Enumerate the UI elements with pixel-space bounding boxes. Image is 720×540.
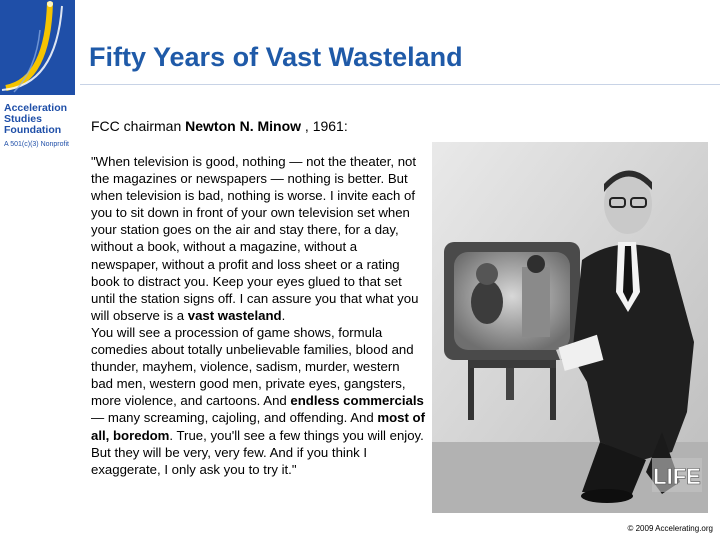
quote-text: . True, you'll see a few things you will enjoy. But they will be very, very few. And if you think I exaggerate, I only ask you to try it." (91, 427, 424, 477)
quote-emphasis: vast wasteland (187, 307, 282, 323)
quote-emphasis: endless commercials (290, 393, 424, 409)
sidebar (0, 0, 80, 540)
quote-paragraph-2 (91, 324, 425, 478)
org-name-line: Studies (4, 113, 42, 125)
slide-title: Fifty Years of Vast Wasteland (89, 42, 463, 72)
logo-arc-icon (0, 0, 75, 95)
quote-block (91, 153, 425, 478)
intro-line (91, 118, 348, 134)
quote-text: — many screaming, cajoling, and offending. And (91, 410, 378, 426)
quote-text: . (281, 307, 286, 323)
quote-emphasis: most of all, boredom (91, 410, 426, 443)
photo-illustration (432, 142, 708, 513)
life-watermark: LIFE (653, 464, 701, 489)
minow-photo (432, 142, 708, 513)
speaker-name: Newton N. Minow (185, 118, 302, 134)
copyright-footer: © 2009 Accelerating.org (627, 524, 713, 533)
org-name-line: Acceleration (4, 102, 68, 114)
quote-text: "When television is good, nothing — not the theater, not the magazines or newspapers — nothing is better. But when television is bad, nothing is worse. I invite each of you to sit down in front of your own television set when your station goes on the air and stay there, for a day, without a book, without a magazine, without a newspaper, without a profit and loss sheet or a rating book to distract you. Keep your eyes glued to that set until the station signs off. I can assure you that what you will observe is a (91, 154, 419, 323)
org-subtitle: A 501(c)(3) Nonprofit (4, 141, 69, 148)
intro-prefix: FCC chairman (91, 118, 186, 134)
title-divider (80, 84, 720, 85)
org-name (4, 103, 80, 136)
org-name-line: Foundation (4, 124, 62, 136)
quote-paragraph-1 (91, 153, 425, 324)
foundation-logo (0, 0, 75, 95)
intro-suffix: , 1961: (301, 118, 348, 134)
quote-text: You will see a procession of game shows, formula comedies about totally unbelievable families, blood and thunder, mayhem, violence, sadism, murder, western bad men, western good men, private eyes, gangsters, more violence, and cartoons. And (91, 324, 414, 409)
